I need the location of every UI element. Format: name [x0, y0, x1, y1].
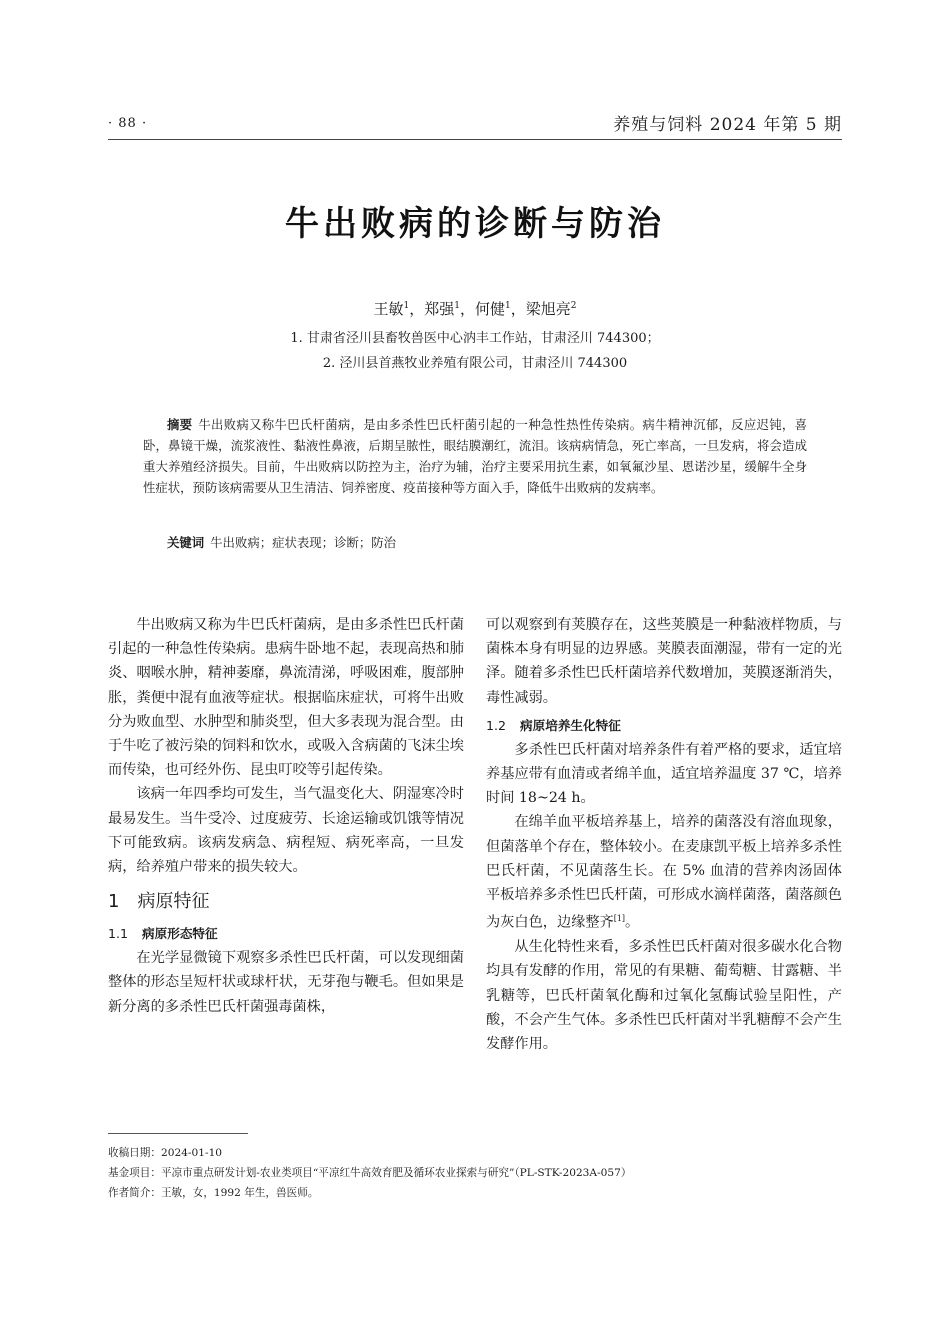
page-number: · 88 · [108, 116, 148, 131]
author-affiliation-mark: 1 [454, 301, 460, 311]
keywords-label: 关键词 [167, 535, 205, 550]
paragraph-end: 。 [625, 914, 640, 931]
abstract-label: 摘要 [167, 417, 193, 432]
section-number: 1 [108, 891, 120, 913]
section-heading [108, 888, 464, 916]
body-paragraph [486, 810, 842, 935]
author-bio: 作者简介：王敏，女，1992 年生，兽医师。 [108, 1187, 319, 1199]
received-date: 收稿日期：2024-01-10 [108, 1147, 223, 1159]
subsection-title: 病原培养生化特征 [520, 717, 621, 733]
body-paragraph: 可以观察到有荚膜存在，这些荚膜是一种黏液样物质，与菌株本身有明显的边界感。荚膜表面潮湿，带有一定的光泽。随着多杀性巴氏杆菌培养代数增加，荚膜逐渐消失，毒性减弱。 [486, 617, 842, 706]
author-name: 郑强 [424, 300, 455, 318]
citation-mark[interactable]: [1] [613, 914, 626, 924]
affiliation-1: 1. 甘肃省泾川县畜牧兽医中心汭丰工作站，甘肃泾川 744300； [290, 331, 660, 346]
journal-title: 养殖与饲料 2024 年第 5 期 [613, 115, 842, 135]
body-column-right [486, 613, 842, 1056]
abstract [143, 414, 807, 498]
keywords-text: 牛出败病；症状表现；诊断；防治 [210, 535, 397, 550]
abstract-text: 牛出败病又称牛巴氏杆菌病，是由多杀性巴氏杆菌引起的一种急性热性传染病。病牛精神沉郁，反应迟钝，喜卧，鼻镜干燥，流浆液性、黏液性鼻液，后期呈脓性，眼结膜潮红，流泪。该病病情急，死亡率高，一旦发病，将会造成重大养殖经济损失。目前，牛出败病以防控为主，治疗为辅，治疗主要采用抗生素，如氧氟沙星、恩诺沙星，缓解牛全身性症状，预防该病需要从卫生清洁、饲养密度、疫苗接种等方面入手，降低牛出败病的发病率。 [143, 417, 808, 495]
subsection-number: 1.1 [108, 926, 129, 942]
author-affiliation-mark: 1 [505, 301, 511, 311]
funding-info: 基金项目：平凉市重点研发计划-农业类项目“平凉红牛高效育肥及循环农业探索与研究”（PL-STK-2023A-057） [108, 1167, 632, 1179]
subsection-title: 病原形态特征 [142, 926, 218, 942]
footnotes [108, 1143, 848, 1203]
author-separator: ， [409, 300, 425, 318]
footnote-divider [108, 1133, 248, 1134]
subsection-number: 1.2 [486, 717, 507, 733]
author-separator: ， [510, 300, 526, 318]
paragraph-text: 在绵羊血平板培养基上，培养的菌落没有溶血现象，但菌落单个存在，整体较小。在麦康凯平板上培养多杀性巴氏杆菌，不见菌落生长。在 5% 血清的营养肉汤固体平板培养多杀性巴氏杆菌，可形成水滴样菌落，菌落颜色为灰白色，边缘整齐 [486, 814, 842, 931]
body-paragraph: 该病一年四季均可发生，当气温变化大、阴湿寒冷时最易发生。当牛受冷、过度疲劳、长途运输或饥饿等情况下可能致病。该病发病急、病程短、病死率高，一旦发病，给养殖户带来的损失较大。 [108, 786, 464, 876]
page-header [108, 110, 842, 138]
affiliation-2: 2. 泾川县首燕牧业养殖有限公司，甘肃泾川 744300 [322, 356, 628, 371]
author-list [0, 298, 950, 319]
author-name: 何健 [475, 300, 506, 318]
subsection-heading [486, 714, 842, 738]
body-paragraph: 在光学显微镜下观察多杀性巴氏杆菌，可以发现细菌整体的形态呈短杆状或球杆状，无芽孢与鞭毛。但如果是新分离的多杀性巴氏杆菌强毒菌株， [108, 950, 464, 1015]
body-paragraph: 牛出败病又称为牛巴氏杆菌病，是由多杀性巴氏杆菌引起的一种急性传染病。患病牛卧地不起，表现高热和肺炎、咽喉水肿，精神萎靡，鼻流清涕，呼吸困难，腹部肿胀，粪便中混有血液等症状。根据临床症状，可将牛出败分为败血型、水肿型和肺炎型，但大多表现为混合型。由于牛吃了被污染的饲料和饮水，或吸入含病菌的飞沫尘埃而传染，也可经外伤、昆虫叮咬等引起传染。 [108, 617, 464, 779]
subsection-heading [108, 922, 464, 946]
body-paragraph: 从生化特性来看，多杀性巴氏杆菌对很多碳水化合物均具有发酵的作用，常见的有果糖、葡萄糖、甘露糖、半乳糖等，巴氏杆菌氧化酶和过氧化氢酶试验呈阳性，产酸，不会产生气体。多杀性巴氏杆菌对半乳糖醇不会产生发酵作用。 [486, 939, 842, 1052]
header-divider [108, 139, 842, 140]
section-title: 病原特征 [137, 891, 210, 913]
author-name: 王敏 [373, 300, 404, 318]
article-title: 牛出败病的诊断与防治 [285, 204, 665, 244]
author-affiliation-mark: 2 [570, 301, 577, 311]
author-separator: ， [459, 300, 475, 318]
body-paragraph: 多杀性巴氏杆菌对培养条件有着严格的要求，适宜培养基应带有血清或者绵羊血，适宜培养温度 37 ℃，培养时间 18~24 h。 [486, 741, 842, 807]
author-affiliation-mark: 1 [403, 301, 410, 311]
keywords [167, 532, 807, 553]
author-name: 梁旭亮 [525, 300, 571, 318]
body-column-left [108, 613, 464, 1019]
